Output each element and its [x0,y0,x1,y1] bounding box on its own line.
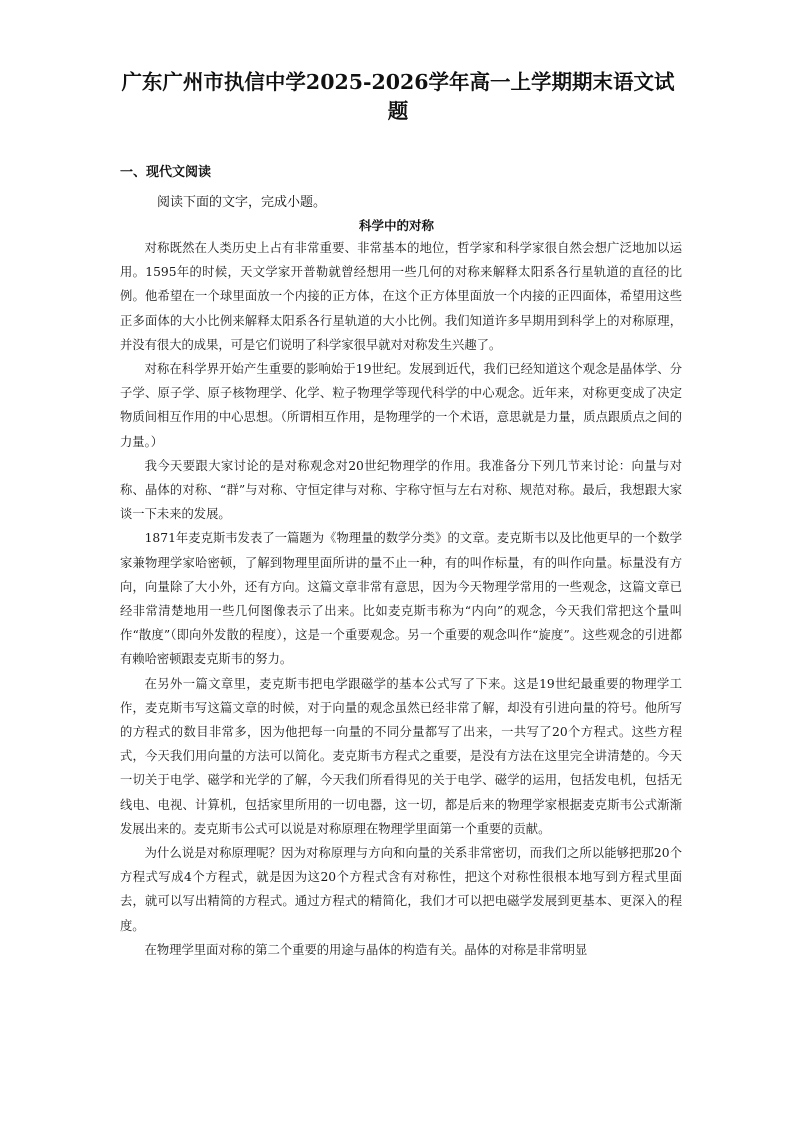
article-paragraph-4: 1871年麦克斯韦发表了一篇题为《物理量的数学分类》的文章。麦克斯韦以及比他更早的一个数学家兼物理学家哈密顿，了解到物理里面所讲的量不止一种，有的叫作标量，有的叫作向量。标量没有方向，向量除了大小外，还有方向。这篇文章非常有意思，因为今天物理学常用的一些观念，这篇文章已经非常清楚地用一些几何图像表示了出来。比如麦克斯韦称为“内向”的观念，今天我们常把这个量叫作“散度”（即向外发散的程度），这是一个重要观念。另一个重要的观念叫作“旋度”。这些观念的引进都有赖哈密顿跟麦克斯韦的努力。 [120,531,682,667]
article-paragraph-7: 在物理学里面对称的第二个重要的用途与晶体的构造有关。晶体的对称是非常明显 [144,942,588,957]
article-paragraph-1: 对称既然在人类历史上占有非常重要、非常基本的地位，哲学家和科学家很自然会想广泛地加以运用。1595年的时候，天文学家开普勒就曾经想用一些几何的对称来解释太阳系各行星轨道的直径的比例。他希望在一个球里面放一个内接的正方体，在这个正方体里面放一个内接的正四面体，希望用这些正多面体的大小比例来解释太阳系各行星轨道的大小比例。我们知道许多早期用到科学上的对称原理，并没有很大的成果，可是它们说明了科学家很早就对对称发生兴趣了。 [120,241,682,352]
article-paragraph-3: 我今天要跟大家讨论的是对称观念对20世纪物理学的作用。我准备分下列几节来讨论：向量与对称、晶体的对称、“群”与对称、守恒定律与对称、宇称守恒与左右对称、规范对称。最后，我想跟大家谈一下未来的发展。 [120,458,682,522]
article-body [120,236,682,962]
page-title: 广东广州市执信中学2025-2026学年高一上学期期末语文试题 [121,70,675,123]
article-paragraph-2: 对称在科学界开始产生重要的影响始于19世纪。发展到近代，我们已经知道这个观念是晶体学、分子学、原子学、原子核物理学、化学、粒子物理学等现代科学的中心观念。近年来，对称更变成了决定物质间相互作用的中心思想。（所谓相互作用，是物理学的一个术语，意思就是力量，质点跟质点之间的力量。） [120,362,682,449]
reading-instruction: 阅读下面的文字，完成小题。 [157,195,327,210]
article-paragraph-5: 在另外一篇文章里，麦克斯韦把电学跟磁学的基本公式写了下来。这是19世纪最重要的物理学工作，麦克斯韦写这篇文章的时候，对于向量的观念虽然已经非常了解，却没有引进向量的符号。他所写的方程式的数目非常多，因为他把每一向量的不同分量都写了出来，一共写了20个方程式。这些方程式，今天我们用向量的方法可以简化。麦克斯韦方程式之重要，是没有方法在这里完全讲清楚的。今天一切关于电学、磁学和光学的了解，今天我们所看得见的关于电学、磁学的运用，包括发电机，包括无线电、电视、计算机，包括家里所用的一切电器，这一切，都是后来的物理学家根据麦克斯韦公式渐渐发展出来的。麦克斯韦公式可以说是对称原理在物理学里面第一个重要的贡献。 [120,676,682,836]
section-heading: 一、现代文阅读 [120,165,212,180]
article-paragraph-6: 为什么说是对称原理呢？因为对称原理与方向和向量的关系非常密切，而我们之所以能够把那20个方程式写成4个方程式，就是因为这20个方程式含有对称性，把这个对称性很根本地写到方程式里面去，就可以写出精简的方程式。通过方程式的精简化，我们才可以把电磁学发展到更基本、更深入的程度。 [120,846,682,933]
article-title: 科学中的对称 [358,218,434,233]
